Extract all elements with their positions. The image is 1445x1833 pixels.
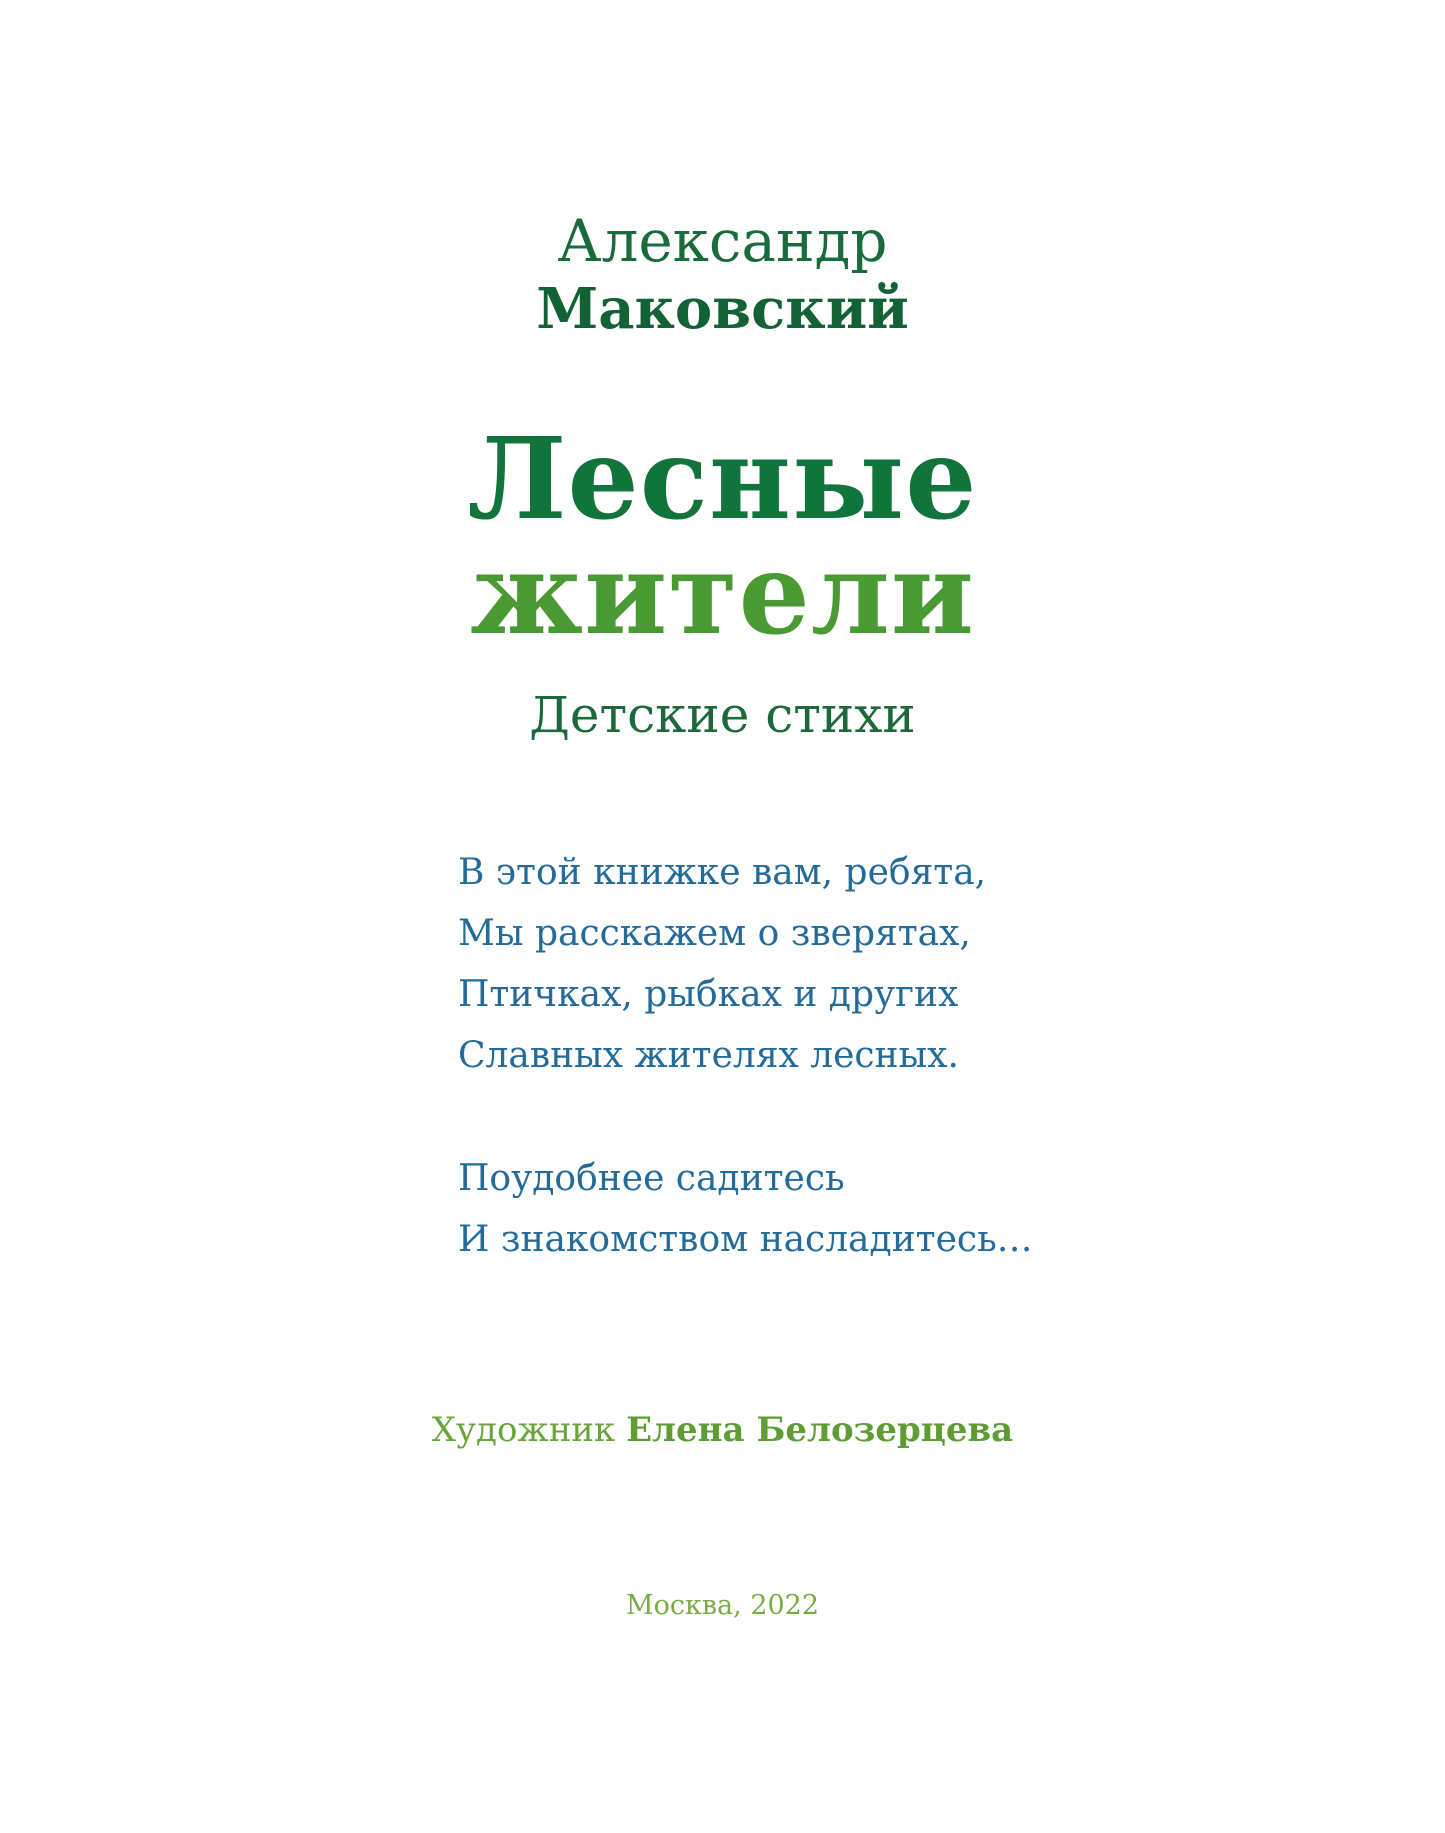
illustrator-credit [0,1408,1445,1452]
illustrator-name: Елена Белозерцева [626,1410,1014,1450]
illustrator-label: Художник [431,1410,616,1450]
poem-stanza-1 [458,842,1358,1086]
book-title-line-2: жители [470,529,975,660]
poem-line: Мы расскажем о зверятах, [458,913,971,954]
poem-line: Поудобнее садитесь [458,1158,845,1199]
book-subtitle: Детские стихи [529,686,916,744]
author-last-name: Маковский [536,276,909,342]
book-title-line-1: Лесные [467,414,978,545]
poem-line: Птичках, рыбках и других [458,974,959,1015]
imprint-place-year: Москва, 2022 [625,1590,820,1621]
epigraph-poem [458,842,1358,1332]
poem-line: Славных жителях лесных. [458,1035,959,1076]
author-first-name: Александр [557,207,888,275]
poem-stanza-2 [458,1148,1358,1270]
poem-line: И знакомством насладитесь… [458,1219,1033,1260]
poem-line: В этой книжке вам, ребята, [458,852,987,893]
